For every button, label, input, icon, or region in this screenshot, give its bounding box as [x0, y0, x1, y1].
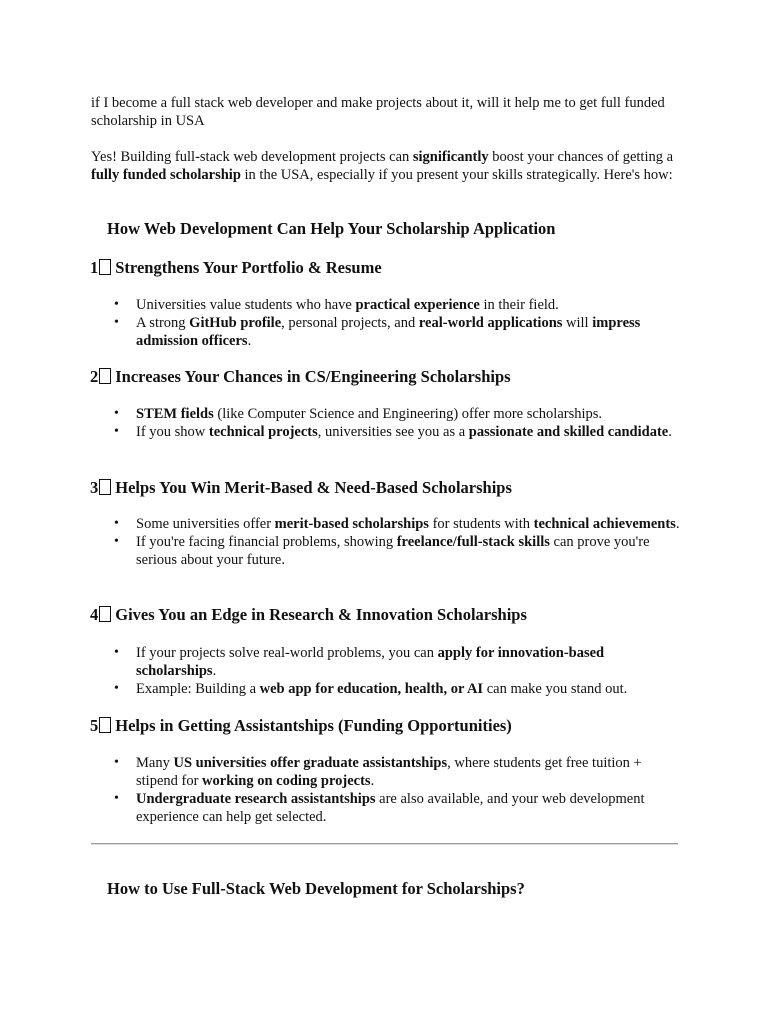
list-item: • If you're facing financial problems, showing freelance/full-stack skills can prove you're serious about your future.: [91, 533, 681, 569]
bullet-list-1: [91, 296, 681, 350]
bullet-list-2: [91, 405, 681, 441]
bullet-list-5: [91, 754, 681, 826]
question-text: if I become a full stack web developer and make projects about it, will it help me to get full funded scholarship in USA: [91, 95, 665, 129]
list-item: • STEM fields (like Computer Science and Engineering) offer more scholarships.: [91, 405, 681, 423]
section-number: 5: [90, 716, 99, 735]
section-heading-2: [90, 367, 511, 387]
missing-glyph-icon: [99, 479, 111, 495]
answer-intro: [91, 148, 686, 184]
section-number: 1: [90, 258, 99, 277]
section-heading-text: Gives You an Edge in Research & Innovation Scholarships: [115, 605, 527, 624]
intro-text: Yes! Building full-stack web development projects can: [91, 149, 413, 165]
section-title: How Web Development Can Help Your Scholarship Application: [107, 219, 556, 238]
list-item: • Some universities offer merit-based scholarships for students with technical achievements.: [91, 515, 681, 533]
list-item: • Example: Building a web app for education, health, or AI can make you stand out.: [91, 680, 681, 698]
missing-glyph-icon: [99, 368, 111, 384]
intro-text: boost your chances of getting a: [488, 149, 674, 165]
next-section-title: How to Use Full-Stack Web Development for Scholarships?: [107, 879, 525, 898]
section-heading-text: Helps You Win Merit-Based & Need-Based Scholarships: [115, 478, 512, 497]
list-item: • Universities value students who have practical experience in their field.: [91, 296, 681, 314]
missing-glyph-icon: [99, 606, 111, 622]
intro-bold: fully funded scholarship: [91, 167, 241, 183]
missing-glyph-icon: [99, 259, 111, 275]
bullet-list-3: [91, 515, 681, 569]
section-number: 4: [90, 605, 99, 624]
section-number: 3: [90, 478, 99, 497]
section-heading-text: Strengthens Your Portfolio & Resume: [115, 258, 382, 277]
list-item: • Many US universities offer graduate assistantships, where students get free tuition + stipend for working on coding projects.: [91, 754, 681, 790]
intro-bold: significantly: [412, 149, 489, 165]
bullet-list-4: [91, 644, 681, 698]
list-item: • If you show technical projects, universities see you as a passionate and skilled candidate.: [91, 423, 681, 441]
section-heading-5: [90, 716, 512, 736]
section-heading-text: Helps in Getting Assistantships (Funding Opportunities): [115, 716, 512, 735]
missing-glyph-icon: [99, 717, 111, 733]
list-item: • A strong GitHub profile, personal projects, and real-world applications will impress admission officers.: [91, 314, 681, 350]
section-number: 2: [90, 367, 99, 386]
list-item: • If your projects solve real-world problems, you can apply for innovation-based scholarships.: [91, 644, 681, 680]
section-heading-text: Increases Your Chances in CS/Engineering Scholarships: [115, 367, 511, 386]
section-heading-1: [90, 258, 382, 278]
list-item: • Undergraduate research assistantships are also available, and your web development experience can help get selected.: [91, 790, 681, 826]
intro-text: in the USA, especially if you present your skills strategically. Here's how:: [240, 167, 673, 183]
horizontal-divider: [91, 843, 678, 845]
section-heading-4: [90, 605, 527, 625]
section-heading-3: [90, 478, 512, 498]
